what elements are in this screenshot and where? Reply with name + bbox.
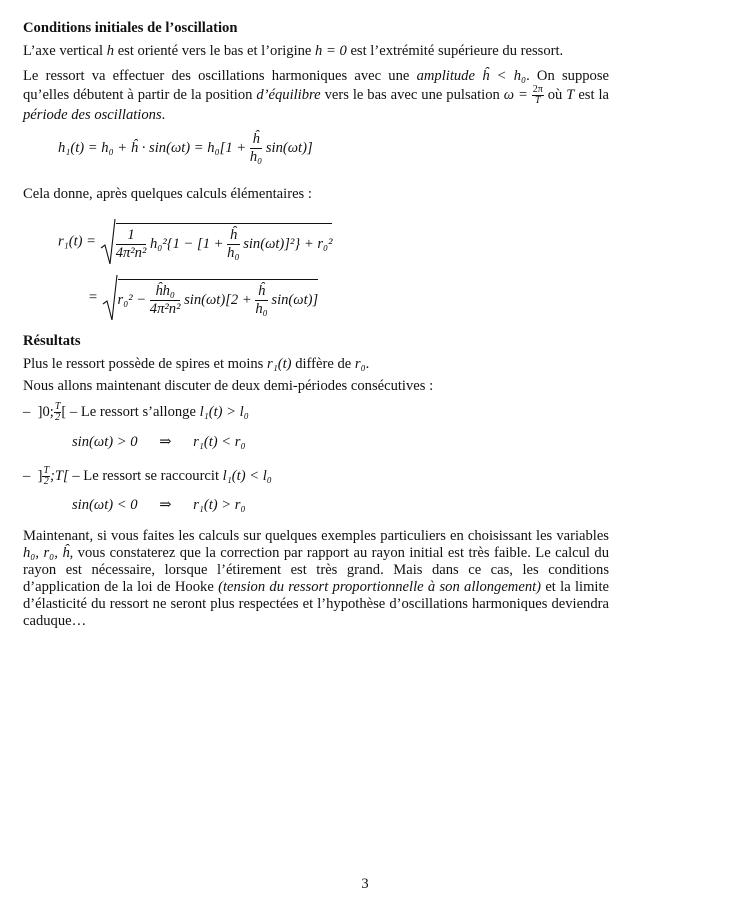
item1-interval-a: ]0; [37, 403, 54, 420]
period-var: T [566, 86, 575, 103]
sqrt-line2 [102, 274, 319, 322]
item1-equation [72, 434, 246, 451]
equation-r1-line2 [88, 274, 318, 322]
item2-interval-a: ] [37, 467, 43, 484]
equation-h1 [58, 131, 313, 166]
sqrt-line1 [100, 218, 333, 266]
results-line1-var2: r₀ [354, 356, 366, 372]
conclusion-vars: h₀, r₀, ĥ [23, 545, 70, 561]
eq-r1-frac4-den: h₀ [255, 300, 268, 317]
radical-sign-2 [102, 274, 118, 322]
item1-implies: ⇒ [159, 434, 172, 450]
axis-text-a: L’axe vertical [23, 43, 107, 59]
eq-r1-frac2 [227, 227, 239, 262]
item2-eq-a: sin(ωt) < 0 [72, 497, 138, 513]
para-amplitude: amplitude [416, 68, 475, 84]
eq-r1-frac2-den: h₀ [227, 244, 240, 261]
axis-origin: h = 0 [315, 43, 347, 59]
eq-r1-line2-mid: sin(ωt)[2 + [184, 291, 252, 308]
eq-r1-frac1 [116, 227, 147, 262]
results-line1-c: . [365, 356, 370, 372]
eq-h1-rhs: sin(ωt)] [265, 139, 313, 156]
eq-h1-lhs: h₁(t) = h₀ + ĥ · sin(ωt) = h₀[1 + [58, 139, 247, 156]
conclusion-text-c: et la limite d’élasticité du ressort ne seront plus respectées et l’hypothèse d’oscillations harmoniques deviendra caduque… [23, 579, 610, 629]
omega-label: ω = [503, 86, 528, 103]
item2-equation [72, 497, 246, 514]
omega-frac-num: 2π [532, 84, 543, 95]
section-title-initial: Conditions initiales de l’oscillation [23, 20, 238, 36]
conclusion-hooke: (tension du ressort proportionnelle à son allongement) [218, 579, 542, 595]
item2-eq-b: r₁(t) > r₀ [193, 497, 246, 513]
axis-text-c: est l’extrémité supérieure du ressort. [346, 43, 564, 59]
results-line2: Nous allons maintenant discuter de deux demi-périodes consécutives : [23, 378, 434, 394]
item1-eq-a: sin(ωt) > 0 [72, 434, 138, 450]
radicand-1 [116, 223, 333, 262]
item2-implies: ⇒ [159, 497, 172, 513]
para-text-f: . [161, 107, 166, 123]
eq-r1-line2-eq: = [88, 289, 98, 306]
item2-text: – Le ressort se raccourcit [68, 467, 223, 484]
oscillation-paragraph [23, 67, 609, 124]
results-line1 [23, 356, 609, 373]
para-text-e: est la [574, 86, 609, 103]
eq-r1-frac4-num: ĥ [255, 283, 267, 301]
eq-r1-frac1-den: 4π²n² [115, 244, 147, 261]
item1-cond: l₁(t) > l₀ [199, 403, 249, 420]
item1-eq-b: r₁(t) < r₀ [193, 434, 246, 450]
item2-dash: – [23, 467, 31, 484]
results-line1-var: r₁(t) [267, 356, 292, 372]
radical-sign-1 [100, 218, 116, 266]
page-number: 3 [361, 876, 369, 892]
conclusion-text-b: , vous constaterez que la correction par rapport au rayon initial est très faible. Le calcul du rayon est nécessaire, lorsque l’étirement est très grand. Mais dans ce cas, les conditions d’application de la loi de Hooke [23, 545, 609, 595]
eq-r1-frac3-num: ĥh₀ [150, 283, 181, 301]
item1-dash: – [23, 403, 31, 420]
eq-r1-line2-end: sin(ωt)] [271, 291, 319, 308]
section-title-results: Résultats [23, 333, 81, 349]
para-text-a: Le ressort va effectuer des oscillations harmoniques avec une [23, 68, 417, 84]
results-line1-b: diffère de [291, 356, 355, 372]
item1-interval-b: [ [61, 403, 67, 420]
item1-text: – Le ressort s’allonge [66, 403, 200, 420]
axis-paragraph [23, 43, 609, 60]
eq-r1-frac3-den: 4π²n² [149, 300, 181, 317]
conclusion-paragraph [23, 528, 609, 630]
omega-frac-den: T [535, 95, 541, 106]
item1-frac-num: T [54, 401, 61, 412]
omega-fraction [532, 85, 544, 106]
axis-var: h [106, 43, 115, 59]
amplitude-condition: ĥ < h₀ [482, 68, 527, 84]
para-text-c: vers le bas avec une pulsation [320, 86, 504, 103]
item2-cond: l₁(t) < l₀ [222, 467, 272, 484]
calc-intro: Cela donne, après quelques calculs élémentaires : [23, 186, 312, 202]
para-text-b: . On suppose qu’elles débutent à partir de la position [23, 68, 609, 103]
eq-r1-lhs: r₁(t) = [58, 233, 97, 250]
item2-frac-den: 2 [43, 476, 49, 487]
results-line1-a: Plus le ressort possède de spires et moins [23, 356, 268, 372]
axis-text-b: est orienté vers le bas et l’origine [114, 43, 316, 59]
item2 [23, 466, 609, 487]
eq-r1-frac2-num: ĥ [227, 227, 239, 245]
item1-frac-den: 2 [55, 412, 61, 423]
eq-h1-frac-num: ĥ [250, 131, 262, 149]
eq-h1-fraction [250, 131, 262, 166]
eq-r1-line1-mid: h₀²{1 − [1 + [150, 235, 224, 252]
eq-r1-line1-end: sin(ωt)]²} + r₀² [243, 235, 333, 252]
para-text-d: où [543, 86, 567, 103]
item2-frac-num: T [43, 465, 50, 476]
eq-r1-frac3 [150, 283, 181, 318]
eq-r1-frac1-num: 1 [116, 227, 147, 245]
eq-r1-frac4 [255, 283, 267, 318]
equation-r1-line1 [58, 218, 332, 266]
radicand-2 [118, 279, 319, 318]
para-periode: période des oscillations [23, 107, 162, 123]
para-equilibre: d’équilibre [256, 86, 321, 103]
eq-h1-frac-den: h₀ [249, 149, 263, 165]
item2-interval-b: ;T[ [50, 467, 69, 484]
item2-interval-frac [42, 466, 50, 487]
conclusion-text-a: Maintenant, si vous faites les calculs sur quelques exemples particuliers en choisissant les variables [23, 528, 609, 544]
item1 [23, 402, 609, 423]
eq-r1-line2-a: r₀² − [117, 291, 147, 308]
